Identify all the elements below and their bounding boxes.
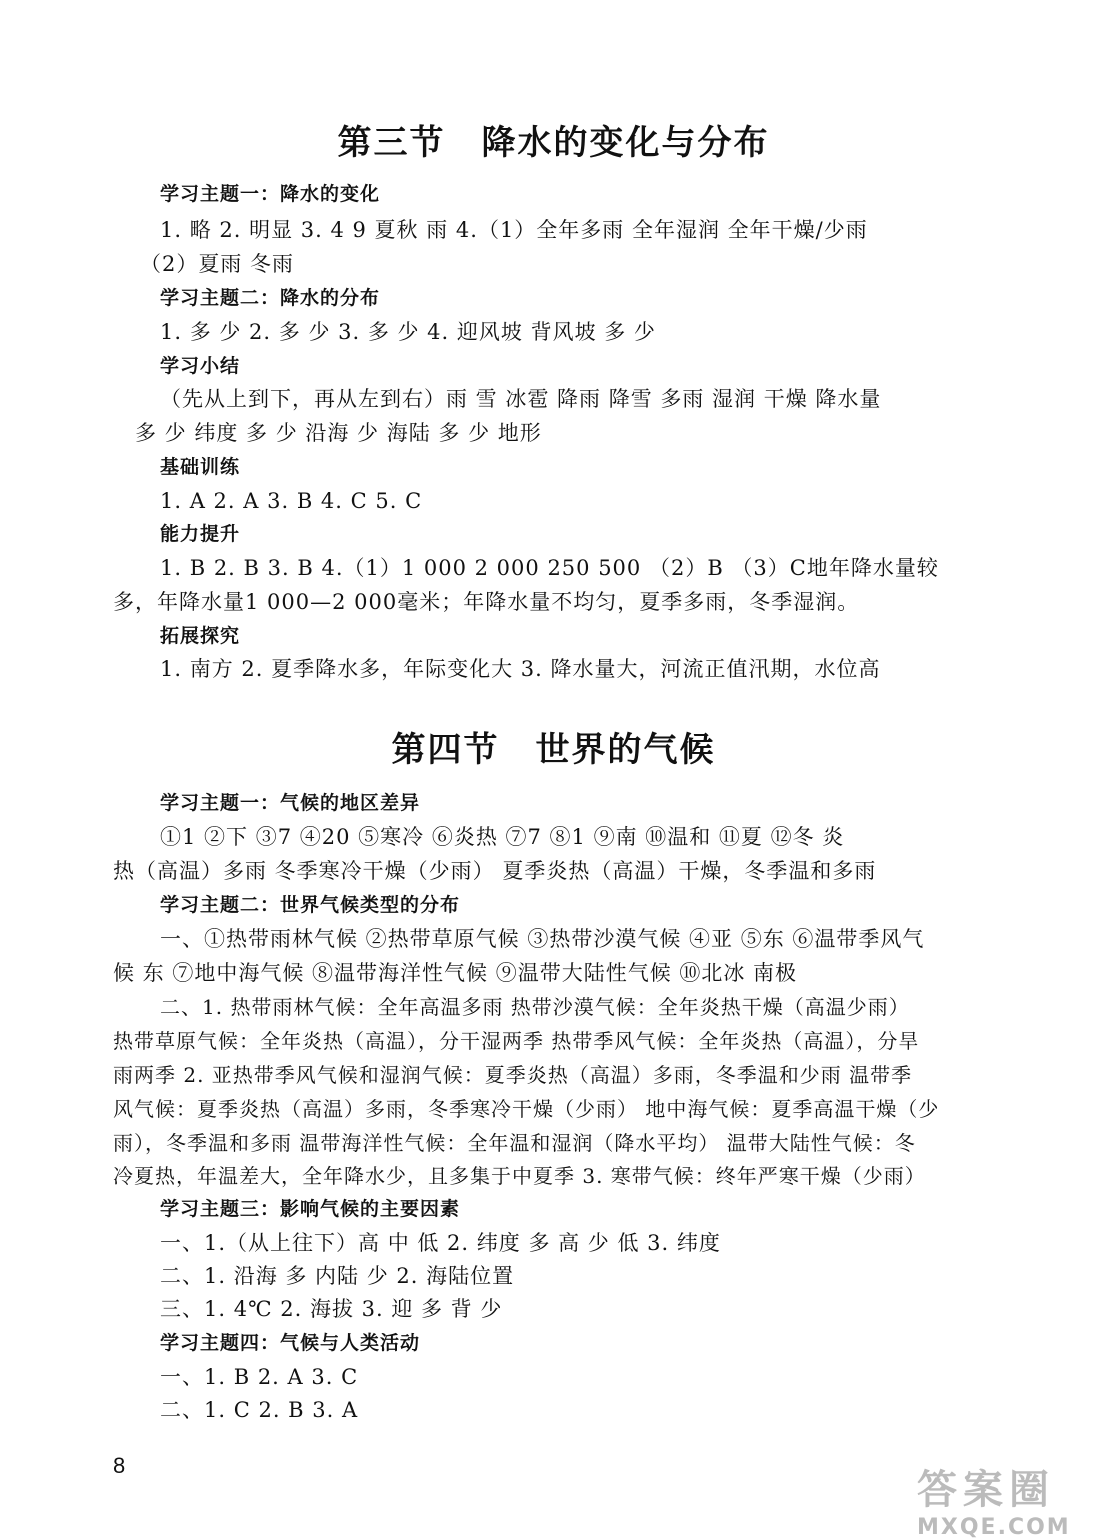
s3-line: 能力提升 (160, 523, 241, 545)
s4-line: 学习主题一：气候的地区差异 (160, 792, 421, 814)
s4-line: 冷夏热，年温差大，全年降水少，且多集于中夏季 3. 寒带气候：终年严寒干燥（少雨） (113, 1164, 926, 1188)
s3-line: 基础训练 (160, 456, 241, 478)
s3-line: （先从上到下，再从左到右）雨 雪 冰雹 降雨 降雪 多雨 湿润 干燥 降水量 (160, 387, 882, 411)
s3-line: 学习主题二：降水的分布 (160, 287, 381, 309)
s4-line: 一、①热带雨林气候 ②热带草原气候 ③热带沙漠气候 ④亚 ⑤东 ⑥温带季风气 (160, 927, 925, 951)
section3-title: 第三节 降水的变化与分布 (337, 123, 770, 163)
s4-line: ①1 ②下 ③7 ④20 ⑤寒冷 ⑥炎热 ⑦7 ⑧1 ⑨南 ⑩温和 ⑪夏 ⑫冬 炎 (160, 825, 845, 849)
watermark-line1: 答案圈 (917, 1467, 1055, 1513)
s4-line: 热带草原气候：全年炎热（高温），分干湿两季 热带季风气候：全年炎热（高温），分旱 (113, 1029, 920, 1053)
watermark-logo (917, 1458, 1097, 1540)
s3-line: 1. 多 少 2. 多 少 3. 多 少 4. 迎风坡 背风坡 多 少 (160, 320, 656, 344)
s3-line: 拓展探究 (160, 625, 241, 647)
s3-line: 多，年降水量1 000—2 000毫米；年降水量不均匀，夏季多雨，冬季湿润。 (113, 590, 860, 614)
s4-line: 雨），冬季温和多雨 温带海洋性气候：全年温和湿润（降水平均） 温带大陆性气候：冬 (113, 1131, 916, 1155)
s4-line: 学习主题四：气候与人类活动 (160, 1332, 421, 1354)
s3-line: 多 少 纬度 多 少 沿海 少 海陆 多 少 地形 (135, 421, 542, 445)
s4-line: 雨两季 2. 亚热带季风气候和湿润气候：夏季炎热（高温）多雨，冬季温和少雨 温带季 (113, 1063, 913, 1087)
s3-line: 1. A 2. A 3. B 4. C 5. C (160, 489, 423, 513)
section4-title: 第四节 世界的气候 (391, 730, 716, 770)
s3-line: 1. 南方 2. 夏季降水多，年际变化大 3. 降水量大，河流正值汛期，水位高 (160, 657, 881, 681)
s3-line: 1. 略 2. 明显 3. 4 9 夏秋 雨 4.（1）全年多雨 全年湿润 全年干燥/少雨 (160, 218, 868, 242)
s4-line: 候 东 ⑦地中海气候 ⑧温带海洋性气候 ⑨温带大陆性气候 ⑩北冰 南极 (113, 961, 798, 985)
s3-line: 1. B 2. B 3. B 4.（1）1 000 2 000 250 500 （2）B （3）C地年降水量较 (160, 556, 939, 580)
s4-line: 一、1.（从上往下）高 中 低 2. 纬度 多 高 少 低 3. 纬度 (160, 1231, 721, 1255)
s4-line: 二、1. 热带雨林气候：全年高温多雨 热带沙漠气候：全年炎热干燥（高温少雨） (160, 995, 910, 1019)
page-number: 8 (113, 1453, 126, 1478)
s4-line: 一、1. B 2. A 3. C (160, 1365, 359, 1389)
s4-line: 风气候：夏季炎热（高温）多雨，冬季寒冷干燥（少雨） 地中海气候：夏季高温干燥（少 (113, 1097, 940, 1121)
watermark-line2: MXQE.COM (917, 1515, 1071, 1540)
s4-line: 学习主题三：影响气候的主要因素 (160, 1198, 461, 1220)
s4-line: 热（高温）多雨 冬季寒冷干燥（少雨） 夏季炎热（高温）干燥，冬季温和多雨 (113, 859, 877, 883)
s4-line: 二、1. C 2. B 3. A (160, 1398, 359, 1422)
s3-line: 学习小结 (160, 355, 241, 377)
s4-line: 学习主题二：世界气候类型的分布 (160, 894, 461, 916)
s3-line: （2）夏雨 冬雨 (140, 252, 295, 276)
s4-line: 二、1. 沿海 多 内陆 少 2. 海陆位置 (160, 1264, 515, 1288)
s3-line: 学习主题一：降水的变化 (160, 183, 381, 205)
s4-line: 三、1. 4℃ 2. 海拔 3. 迎 多 背 少 (160, 1297, 503, 1321)
